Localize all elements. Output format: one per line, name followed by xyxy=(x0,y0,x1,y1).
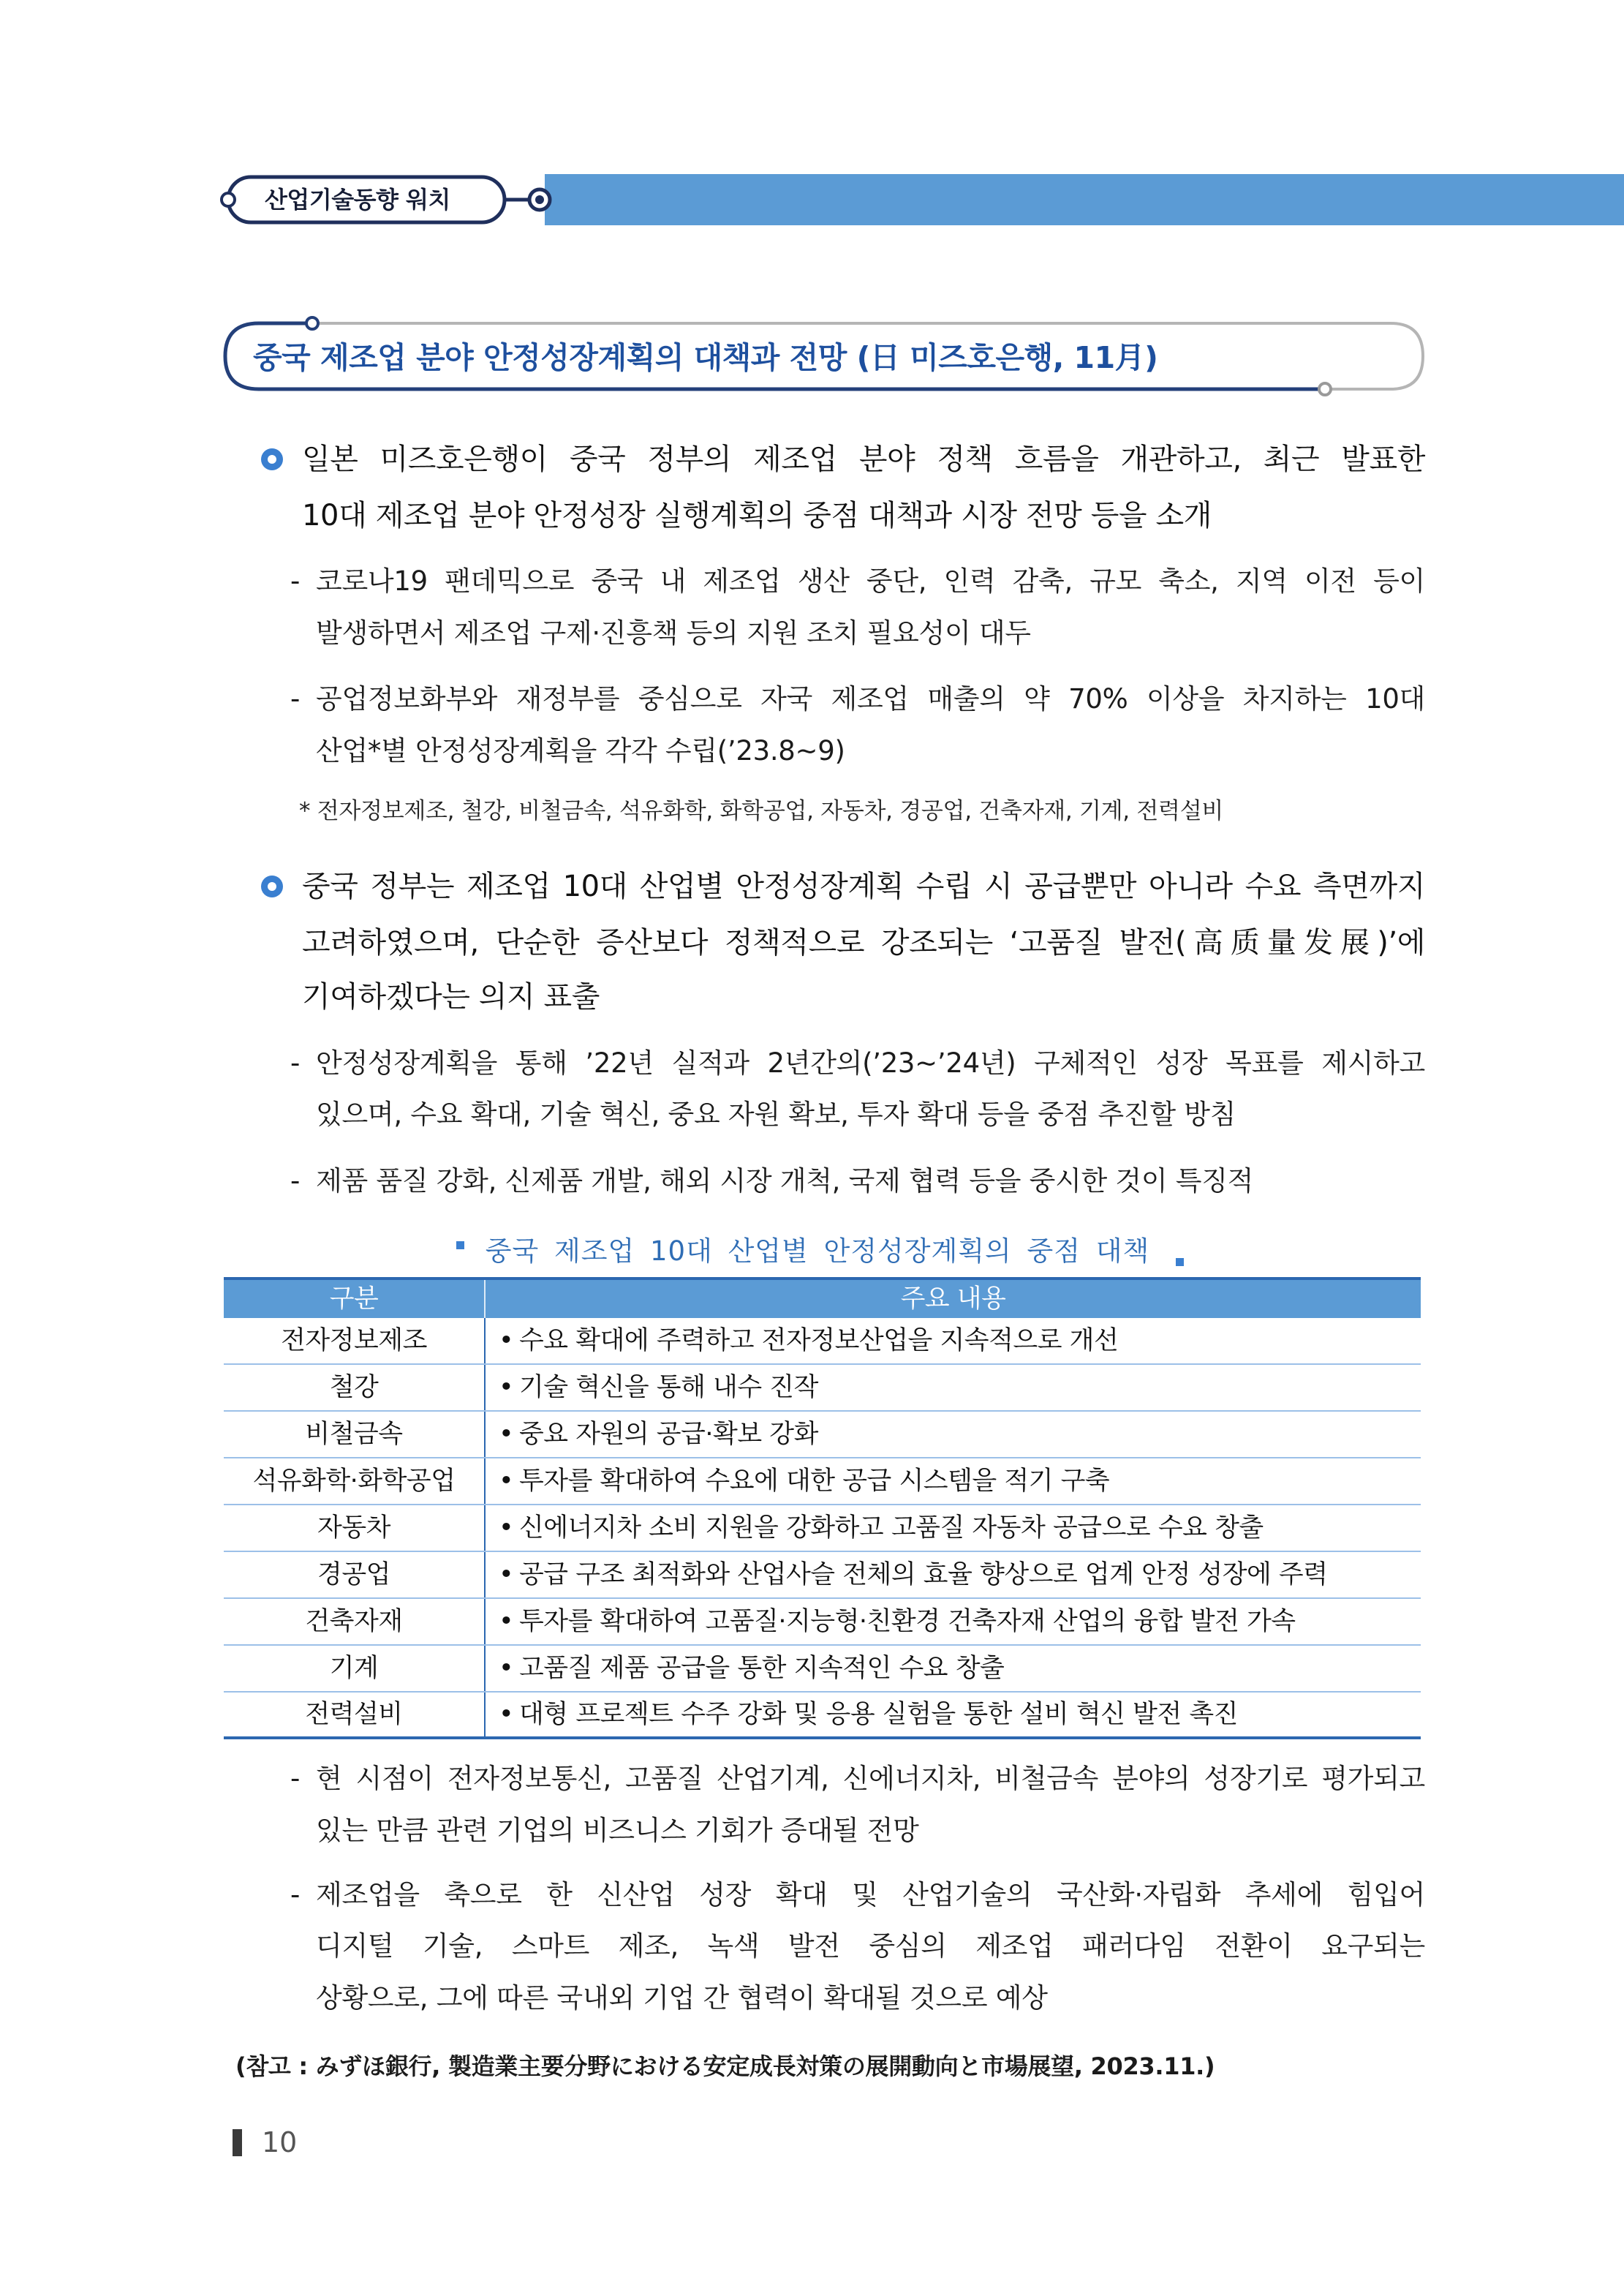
header-left-ring xyxy=(222,193,235,206)
table-content-text: 중요 자원의 공급·확보 강화 xyxy=(519,1420,818,1449)
sub-item-line: 발생하면서 제조업 구제·진흥책 등의 지원 조치 필요성이 대두 xyxy=(316,617,1031,649)
title-frame-top-ring xyxy=(306,317,318,329)
table-content-text: 수요 확대에 주력하고 전자정보산업을 지속적으로 개선 xyxy=(519,1326,1119,1355)
table-title-left-square-icon xyxy=(456,1241,464,1249)
dash-marker: - xyxy=(290,1165,301,1197)
table-row xyxy=(224,1599,1421,1646)
table-content-cell xyxy=(486,1412,1421,1457)
reference-note: (참고 : みずほ銀行, 製造業主要分野における安定成長対策の展開動向と市場展望, 2023.11.) xyxy=(235,2052,1215,2080)
header-connector-dot xyxy=(535,195,544,204)
table-content-text: 투자를 확대하여 수요에 대한 공급 시스템을 적기 구축 xyxy=(519,1467,1110,1496)
table-bullet-marker: • xyxy=(499,1513,514,1543)
table-category-cell: 전자정보제조 xyxy=(224,1318,486,1363)
table-bullet-marker: • xyxy=(499,1326,514,1355)
table-category-cell: 철강 xyxy=(224,1365,486,1410)
sub-item-line: 있는 만큼 관련 기업의 비즈니스 기회가 증대될 전망 xyxy=(316,1815,919,1846)
header-blue-bar xyxy=(545,174,1624,225)
section-text-line: 중국 정부는 제조업 10대 산업별 안정성장계획 수립 시 공급뿐만 아니라 수요 측면까지 xyxy=(302,870,1425,903)
table-row xyxy=(224,1505,1421,1552)
sub-item-line: 현 시점이 전자정보통신, 고품질 산업기계, 신에너지차, 비철금속 분야의 성장기로 평가되고 xyxy=(316,1763,1425,1794)
dash-marker: - xyxy=(290,1047,301,1079)
table-category-cell: 건축자재 xyxy=(224,1599,486,1644)
page-number-bar-icon xyxy=(233,2129,242,2156)
dash-marker: - xyxy=(290,1879,301,1910)
page-title: 중국 제조업 분야 안정성장계획의 대책과 전망 (日 미즈호은행, 11月) xyxy=(253,340,1158,375)
table-row xyxy=(224,1412,1421,1458)
dash-marker: - xyxy=(290,1763,301,1794)
title-frame-bottom-ring xyxy=(1319,383,1331,395)
table-title-right-square-icon xyxy=(1176,1258,1184,1266)
table-content-text: 기술 혁신을 통해 내수 진작 xyxy=(519,1373,818,1402)
table-row xyxy=(224,1693,1421,1739)
footnote: * 전자정보제조, 철강, 비철금속, 석유화학, 화학공업, 자동차, 경공업, 건축자재, 기계, 전력설비 xyxy=(299,798,1223,824)
table-category-cell: 석유화학·화학공업 xyxy=(224,1458,486,1504)
table-category-cell: 경공업 xyxy=(224,1552,486,1597)
sub-item-line: 코로나19 팬데믹으로 중국 내 제조업 생산 중단, 인력 감축, 규모 축소, 지역 이전 등이 xyxy=(316,565,1425,597)
table-content-cell xyxy=(486,1599,1421,1644)
sub-item-line: 공업정보화부와 재정부를 중심으로 자국 제조업 매출의 약 70% 이상을 차지하는 10대 xyxy=(316,683,1425,715)
table-category-cell: 기계 xyxy=(224,1646,486,1691)
table-bullet-marker: • xyxy=(499,1607,514,1636)
table-content-cell xyxy=(486,1365,1421,1410)
section-text-line: 10대 제조업 분야 안정성장 실행계획의 중점 대책과 시장 전망 등을 소개 xyxy=(302,499,1212,532)
section-text-line: 고려하였으며, 단순한 증산보다 정책적으로 강조되는 ‘고품질 발전(高质量发展)’에 xyxy=(302,926,1425,960)
table-title: 중국 제조업 10대 산업별 안정성장계획의 중점 대책 xyxy=(485,1235,1150,1267)
page-number: 10 xyxy=(262,2126,298,2158)
table-header-cell: 구분 xyxy=(224,1280,486,1318)
table-category-cell: 전력설비 xyxy=(224,1693,486,1736)
table-bullet-marker: • xyxy=(499,1467,514,1496)
table-row xyxy=(224,1646,1421,1693)
table-content-cell xyxy=(486,1505,1421,1551)
table-bullet-marker: • xyxy=(499,1560,514,1589)
table-category-cell: 자동차 xyxy=(224,1505,486,1551)
section-text-line: 일본 미즈호은행이 중국 정부의 제조업 분야 정책 흐름을 개관하고, 최근 발표한 xyxy=(302,443,1425,476)
sub-item-line: 상황으로, 그에 따른 국내외 기업 간 협력이 확대될 것으로 예상 xyxy=(316,1982,1048,2014)
table-content-cell xyxy=(486,1458,1421,1504)
sub-item-line: 디지털 기술, 스마트 제조, 녹색 발전 중심의 제조업 패러다임 전환이 요구되는 xyxy=(316,1930,1425,1962)
table-row xyxy=(224,1318,1421,1365)
table-header-row xyxy=(224,1277,1421,1318)
table-bullet-marker: • xyxy=(499,1420,514,1449)
table-category-cell: 비철금속 xyxy=(224,1412,486,1457)
table-row xyxy=(224,1552,1421,1599)
sub-item-line: 제조업을 축으로 한 신산업 성장 확대 및 산업기술의 국산화·자립화 추세에 힘입어 xyxy=(316,1879,1425,1910)
table-row xyxy=(224,1365,1421,1412)
table-content-text: 신에너지차 소비 지원을 강화하고 고품질 자동차 공급으로 수요 창출 xyxy=(519,1513,1264,1543)
table-header-cell: 주요 내용 xyxy=(900,1284,1006,1314)
header-badge: 산업기술동향 워치 xyxy=(265,186,450,214)
dash-marker: - xyxy=(290,683,301,715)
table-bullet-marker: • xyxy=(499,1373,514,1402)
table-bullet-marker: • xyxy=(499,1654,514,1683)
section-text-line: 기여하겠다는 의지 표출 xyxy=(302,980,600,1014)
section-bullet-icon xyxy=(261,876,283,897)
table-content-cell xyxy=(486,1318,1421,1363)
table-bullet-marker: • xyxy=(499,1700,514,1729)
table-content-cell xyxy=(486,1552,1421,1597)
sub-item-line: 안정성장계획을 통해 ’22년 실적과 2년간의(’23~’24년) 구체적인 성장 목표를 제시하고 xyxy=(316,1047,1425,1079)
sub-item-line: 있으며, 수요 확대, 기술 혁신, 중요 자원 확보, 투자 확대 등을 중점 추진할 방침 xyxy=(316,1099,1236,1130)
table-content-text: 대형 프로젝트 수주 강화 및 응용 실험을 통한 설비 혁신 발전 촉진 xyxy=(519,1700,1238,1729)
table-content-text: 고품질 제품 공급을 통한 지속적인 수요 창출 xyxy=(519,1654,1005,1683)
table-content-text: 투자를 확대하여 고품질·지능형·친환경 건축자재 산업의 융합 발전 가속 xyxy=(519,1607,1296,1636)
table-content-cell xyxy=(486,1646,1421,1691)
table-content-text: 공급 구조 최적화와 산업사슬 전체의 효율 향상으로 업계 안정 성장에 주력 xyxy=(519,1560,1328,1589)
table-content-cell xyxy=(486,1693,1421,1736)
section-bullet-icon xyxy=(261,448,283,470)
sub-item-line: 산업*별 안정성장계획을 각각 수립(’23.8~9) xyxy=(316,735,845,767)
dash-marker: - xyxy=(290,565,301,597)
sub-item-line: 제품 품질 강화, 신제품 개발, 해외 시장 개척, 국제 협력 등을 중시한 것이 특징적 xyxy=(316,1165,1254,1197)
table-row xyxy=(224,1458,1421,1505)
measures-table xyxy=(224,1277,1421,1739)
